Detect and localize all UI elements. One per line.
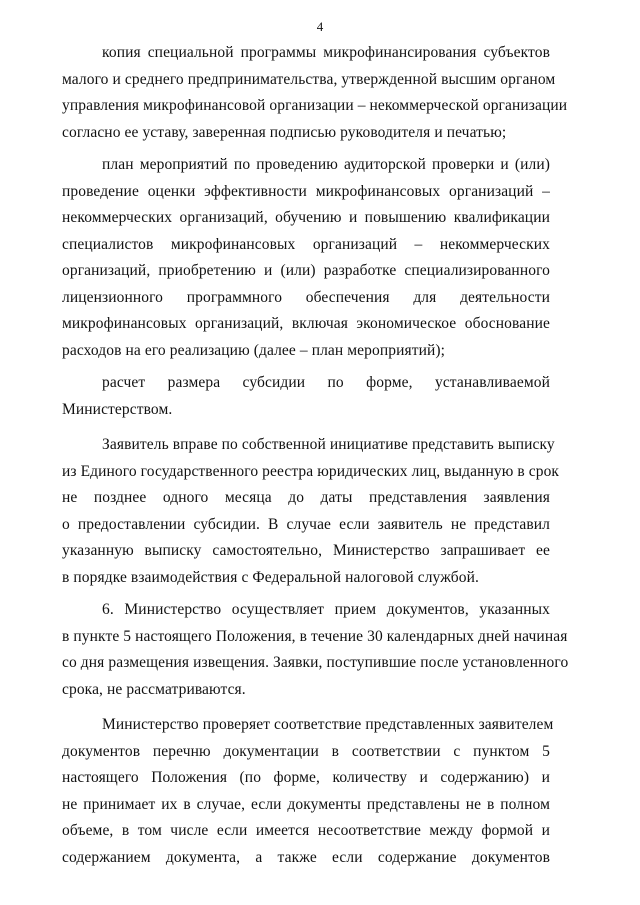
text-line: расчет размера субсидии по форме, устанавливаемой	[102, 374, 550, 391]
text-line: организаций, приобретению и (или) разработке специализированного	[62, 262, 550, 279]
text-line: лицензионного программного обеспечения для деятельности	[62, 288, 550, 306]
page-number: 4	[316, 19, 324, 34]
text-line: содержанием документа, а также если содержание документов	[62, 848, 550, 866]
text-line: расходов на его реализацию (далее – план мероприятий);	[62, 341, 446, 359]
text-line: микрофинансовых организаций, включая экономическое обоснование	[62, 315, 550, 332]
text-line: Министерством.	[62, 400, 173, 418]
text-line: Министерство проверяет соответствие представленных заявителем	[102, 716, 554, 733]
text-line: малого и среднего предпринимательства, утвержденной высшим органом	[62, 70, 556, 88]
text-line: Заявитель вправе по собственной инициативе представить выписку	[102, 436, 555, 453]
text-line: проведение оценки эффективности микрофинансовых организаций –	[62, 182, 550, 200]
text-line: указанную выписку самостоятельно, Министерство запрашивает ее	[62, 542, 550, 559]
paragraph-document-check	[62, 712, 554, 871]
text-line: 6. Министерство осуществляет прием документов, указанных	[102, 601, 550, 618]
text-line: копия специальной программы микрофинансирования субъектов	[102, 44, 550, 61]
text-line: срока, не рассматриваются.	[62, 680, 246, 698]
text-line: в пункте 5 настоящего Положения, в течение 30 календарных дней начиная	[62, 627, 568, 645]
paragraph-registry-extract	[62, 432, 560, 591]
text-line: из Единого государственного реестра юридических лиц, выданную в срок	[62, 462, 560, 480]
text-line: со дня размещения извещения. Заявки, поступившие после установленного	[62, 654, 569, 671]
text-line: документов перечню документации в соответствии с пунктом 5	[62, 742, 550, 760]
text-line: настоящего Положения (по форме, количеству и содержанию) и	[62, 769, 550, 786]
text-line: специалистов микрофинансовых организаций – некоммерческих	[62, 235, 550, 253]
text-line: некоммерческих организаций, обучению и повышению квалификации	[62, 209, 550, 226]
text-line: согласно ее уставу, заверенная подписью руководителя и печатью;	[62, 123, 507, 141]
text-line: не принимает их в случае, если документы представлены не в полном	[62, 795, 550, 813]
text-line: не позднее одного месяца до даты представления заявления	[62, 489, 550, 506]
text-line: в порядке взаимодействия с Федеральной налоговой службой.	[62, 568, 480, 586]
paragraph-item-6	[62, 597, 569, 703]
paragraph-program-copy	[62, 40, 568, 146]
paragraph-subsidy-calc	[62, 370, 550, 423]
text-line: управления микрофинансовой организации – некоммерческой организации	[62, 97, 568, 114]
text-line: объеме, в том числе если имеется несоответствие между формой и	[62, 822, 550, 839]
document-body	[62, 40, 569, 871]
text-line: о предоставлении субсидии. В случае если заявитель не представил	[62, 515, 550, 533]
text-line: план мероприятий по проведению аудиторской проверки и (или)	[102, 156, 550, 173]
paragraph-action-plan	[62, 152, 550, 364]
